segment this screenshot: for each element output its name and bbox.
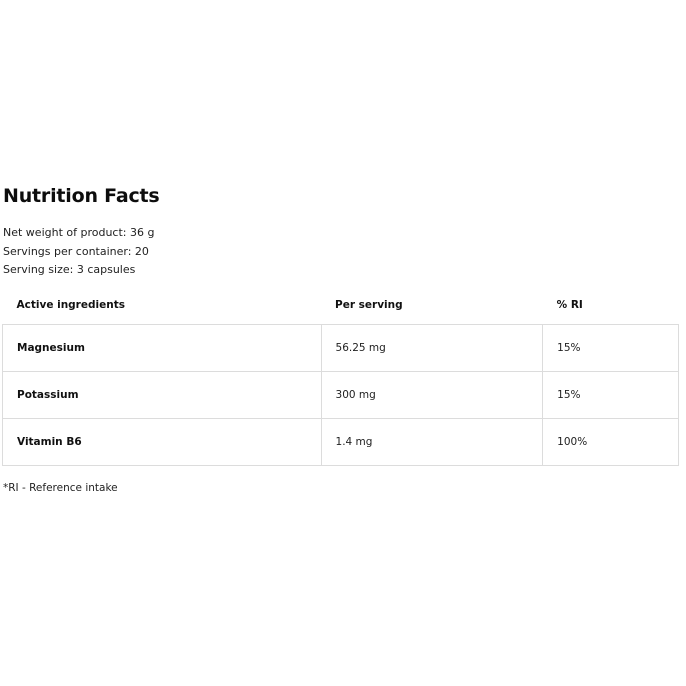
table-row [3,418,679,465]
page-title: Nutrition Facts [3,185,160,207]
nutrition-table [2,286,679,466]
table-row [3,324,679,371]
table-header-row [3,286,679,324]
ri-value: 15% [543,371,679,418]
per-serving-value: 1.4 mg [321,418,543,465]
serving-size-text: Serving size: 3 capsules [3,263,136,276]
ingredient-name: Magnesium [3,324,322,371]
column-header-ri: % RI [556,298,583,311]
ingredient-name: Potassium [3,371,322,418]
table-row [3,371,679,418]
column-header-per-serving: Per serving [335,298,403,311]
ingredient-name: Vitamin B6 [3,418,322,465]
product-meta [3,224,154,280]
column-header-ingredients: Active ingredients [16,298,125,311]
ri-value: 100% [543,418,679,465]
net-weight-text: Net weight of product: 36 g [3,226,155,239]
footnote: *RI - Reference intake [3,482,118,494]
ri-value: 15% [543,324,679,371]
servings-per-container-text: Servings per container: 20 [3,244,149,258]
per-serving-value: 300 mg [321,371,543,418]
per-serving-value: 56.25 mg [321,324,543,371]
